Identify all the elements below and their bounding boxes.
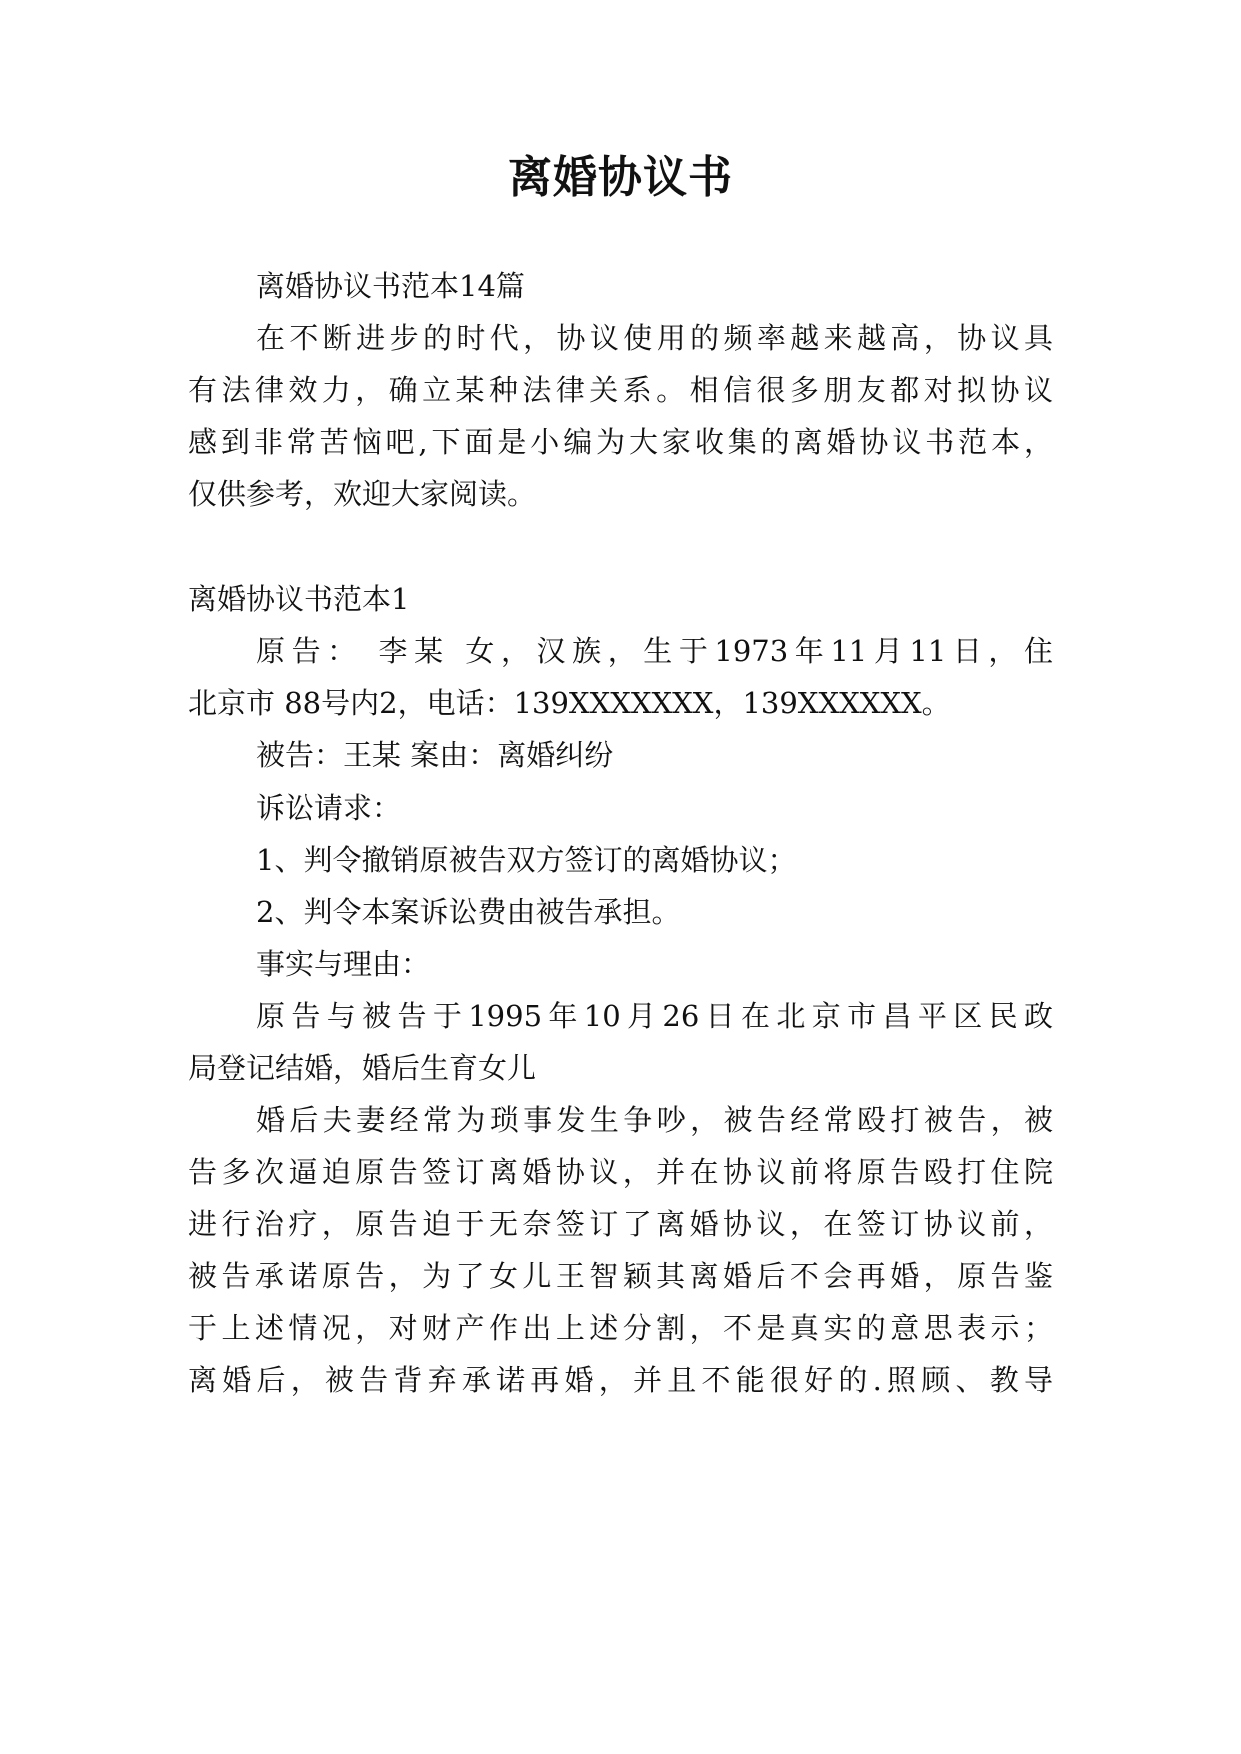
claim-item: 2、判令本案诉讼费由被告承担。 bbox=[256, 895, 681, 929]
facts-line: 进行治疗，原告迫于无奈签订了离婚协议，在签订协议前， bbox=[188, 1207, 1053, 1241]
facts-line: 告多次逼迫原告签订离婚协议，并在协议前将原告殴打住院 bbox=[188, 1155, 1053, 1189]
facts-line: 于上述情况，对财产作出上述分割，不是真实的意思表示； bbox=[188, 1311, 1053, 1345]
facts-heading: 事实与理由： bbox=[256, 947, 431, 981]
facts-line: 被告承诺原告，为了女儿王智颖其离婚后不会再婚，原告鉴 bbox=[188, 1259, 1053, 1293]
intro-line: 在不断进步的时代，协议使用的频率越来越高，协议具 bbox=[256, 321, 1053, 355]
facts-line: 离婚后，被告背弃承诺再婚，并且不能很好的.照顾、教导 bbox=[188, 1363, 1053, 1397]
facts-line: 局登记结婚，婚后生育女儿 bbox=[188, 1051, 537, 1085]
claim-item: 1、判令撤销原被告双方签订的离婚协议； bbox=[256, 843, 797, 877]
intro-line: 有法律效力，确立某种法律关系。相信很多朋友都对拟协议 bbox=[188, 373, 1053, 407]
defendant-line: 被告：王某 案由：离婚纠纷 bbox=[256, 738, 614, 772]
document-title: 离婚协议书 bbox=[508, 152, 733, 203]
sample-heading: 离婚协议书范本1 bbox=[188, 582, 410, 616]
intro-line: 感到非常苦恼吧,下面是小编为大家收集的离婚协议书范本， bbox=[188, 425, 1053, 459]
intro-line: 仅供参考，欢迎大家阅读。 bbox=[188, 477, 537, 511]
subtitle: 离婚协议书范本14篇 bbox=[256, 269, 525, 303]
plaintiff-line: 原告： 李某 女，汉族，生于1973年11月11日，住 bbox=[256, 634, 1053, 668]
plaintiff-line: 北京市 88号内2，电话：139XXXXXXX，139XXXXXX。 bbox=[188, 686, 951, 720]
claims-heading: 诉讼请求： bbox=[256, 791, 402, 825]
facts-line: 婚后夫妻经常为琐事发生争吵，被告经常殴打被告，被 bbox=[256, 1103, 1053, 1137]
facts-line: 原告与被告于1995年10月26日在北京市昌平区民政 bbox=[256, 999, 1053, 1033]
